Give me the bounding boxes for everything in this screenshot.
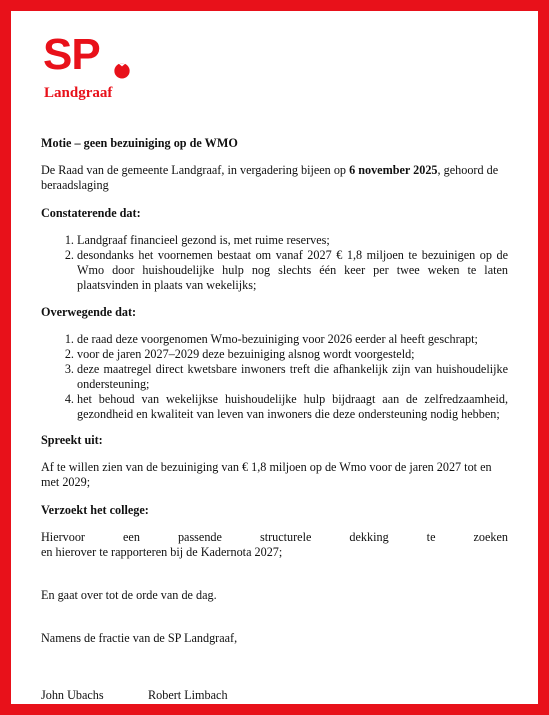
meeting-date: 6 november 2025 bbox=[349, 163, 438, 177]
verzoekt-text-line1: Hiervoor een passende structurele dekking te zoeken bbox=[41, 530, 508, 544]
intro-paragraph bbox=[41, 163, 508, 193]
section-heading-spreekt: Spreekt uit: bbox=[41, 433, 103, 447]
list-item: 1. Landgraaf financieel gezond is, met ruime reserves; bbox=[77, 233, 508, 248]
signatory-name: John Ubachs bbox=[41, 688, 104, 702]
closing-text: En gaat over tot de orde van de dag. bbox=[41, 588, 217, 602]
list-item: 3. deze maatregel direct kwetsbare inwoners treft die afhankelijk zijn van huishoudelijke ondersteuning; bbox=[77, 362, 508, 392]
party-logo bbox=[43, 30, 133, 113]
verzoekt-text-line2: en hierover te rapporteren bij de Kadernota 2027; bbox=[41, 545, 283, 559]
tomato-icon bbox=[113, 61, 131, 79]
intro-text-end: , gehoord de beraadslaging bbox=[41, 163, 499, 192]
spreekt-text: Af te willen zien van de bezuiniging van € 1,8 miljoen op de Wmo voor de jaren 2027 tot en met 2029; bbox=[41, 460, 492, 489]
section-heading-constaterende: Constaterende dat: bbox=[41, 206, 141, 220]
list-item: 1. de raad deze voorgenomen Wmo-bezuiniging voor 2026 eerder al heeft geschrapt; bbox=[77, 332, 508, 347]
list-item: 2. desondanks het voornemen bestaat om vanaf 2027 € 1,8 miljoen te bezuinigen op de Wmo door huishoudelijke hulp nog slechts één keer per twee weken te laten plaatsvinden in plaats van wekelijks; bbox=[77, 248, 508, 293]
list-item: 4. het behoud van wekelijkse huishoudelijke hulp bijdraagt aan de zelfredzaamheid, gezondheid en kwaliteit van leven van inwoners die deze ondersteuning nodig hebben; bbox=[77, 392, 508, 422]
document-page bbox=[11, 11, 538, 704]
signoff-text: Namens de fractie van de SP Landgraaf, bbox=[41, 631, 238, 645]
section-heading-overwegende: Overwegende dat: bbox=[41, 305, 137, 319]
constaterende-list bbox=[41, 233, 508, 293]
intro-text: De Raad van de gemeente Landgraaf, in vergadering bijeen op bbox=[41, 163, 350, 177]
overwegende-list bbox=[41, 332, 508, 422]
list-item: 2. voor de jaren 2027–2029 deze bezuiniging alsnog wordt voorgesteld; bbox=[77, 347, 508, 362]
logo-party-name: SP bbox=[43, 30, 100, 79]
logo-town-name: Landgraaf bbox=[44, 85, 113, 101]
section-heading-verzoekt: Verzoekt het college: bbox=[41, 503, 149, 517]
motion-title: Motie – geen bezuiniging op de WMO bbox=[41, 136, 238, 150]
signatory-name: Robert Limbach bbox=[148, 688, 228, 702]
